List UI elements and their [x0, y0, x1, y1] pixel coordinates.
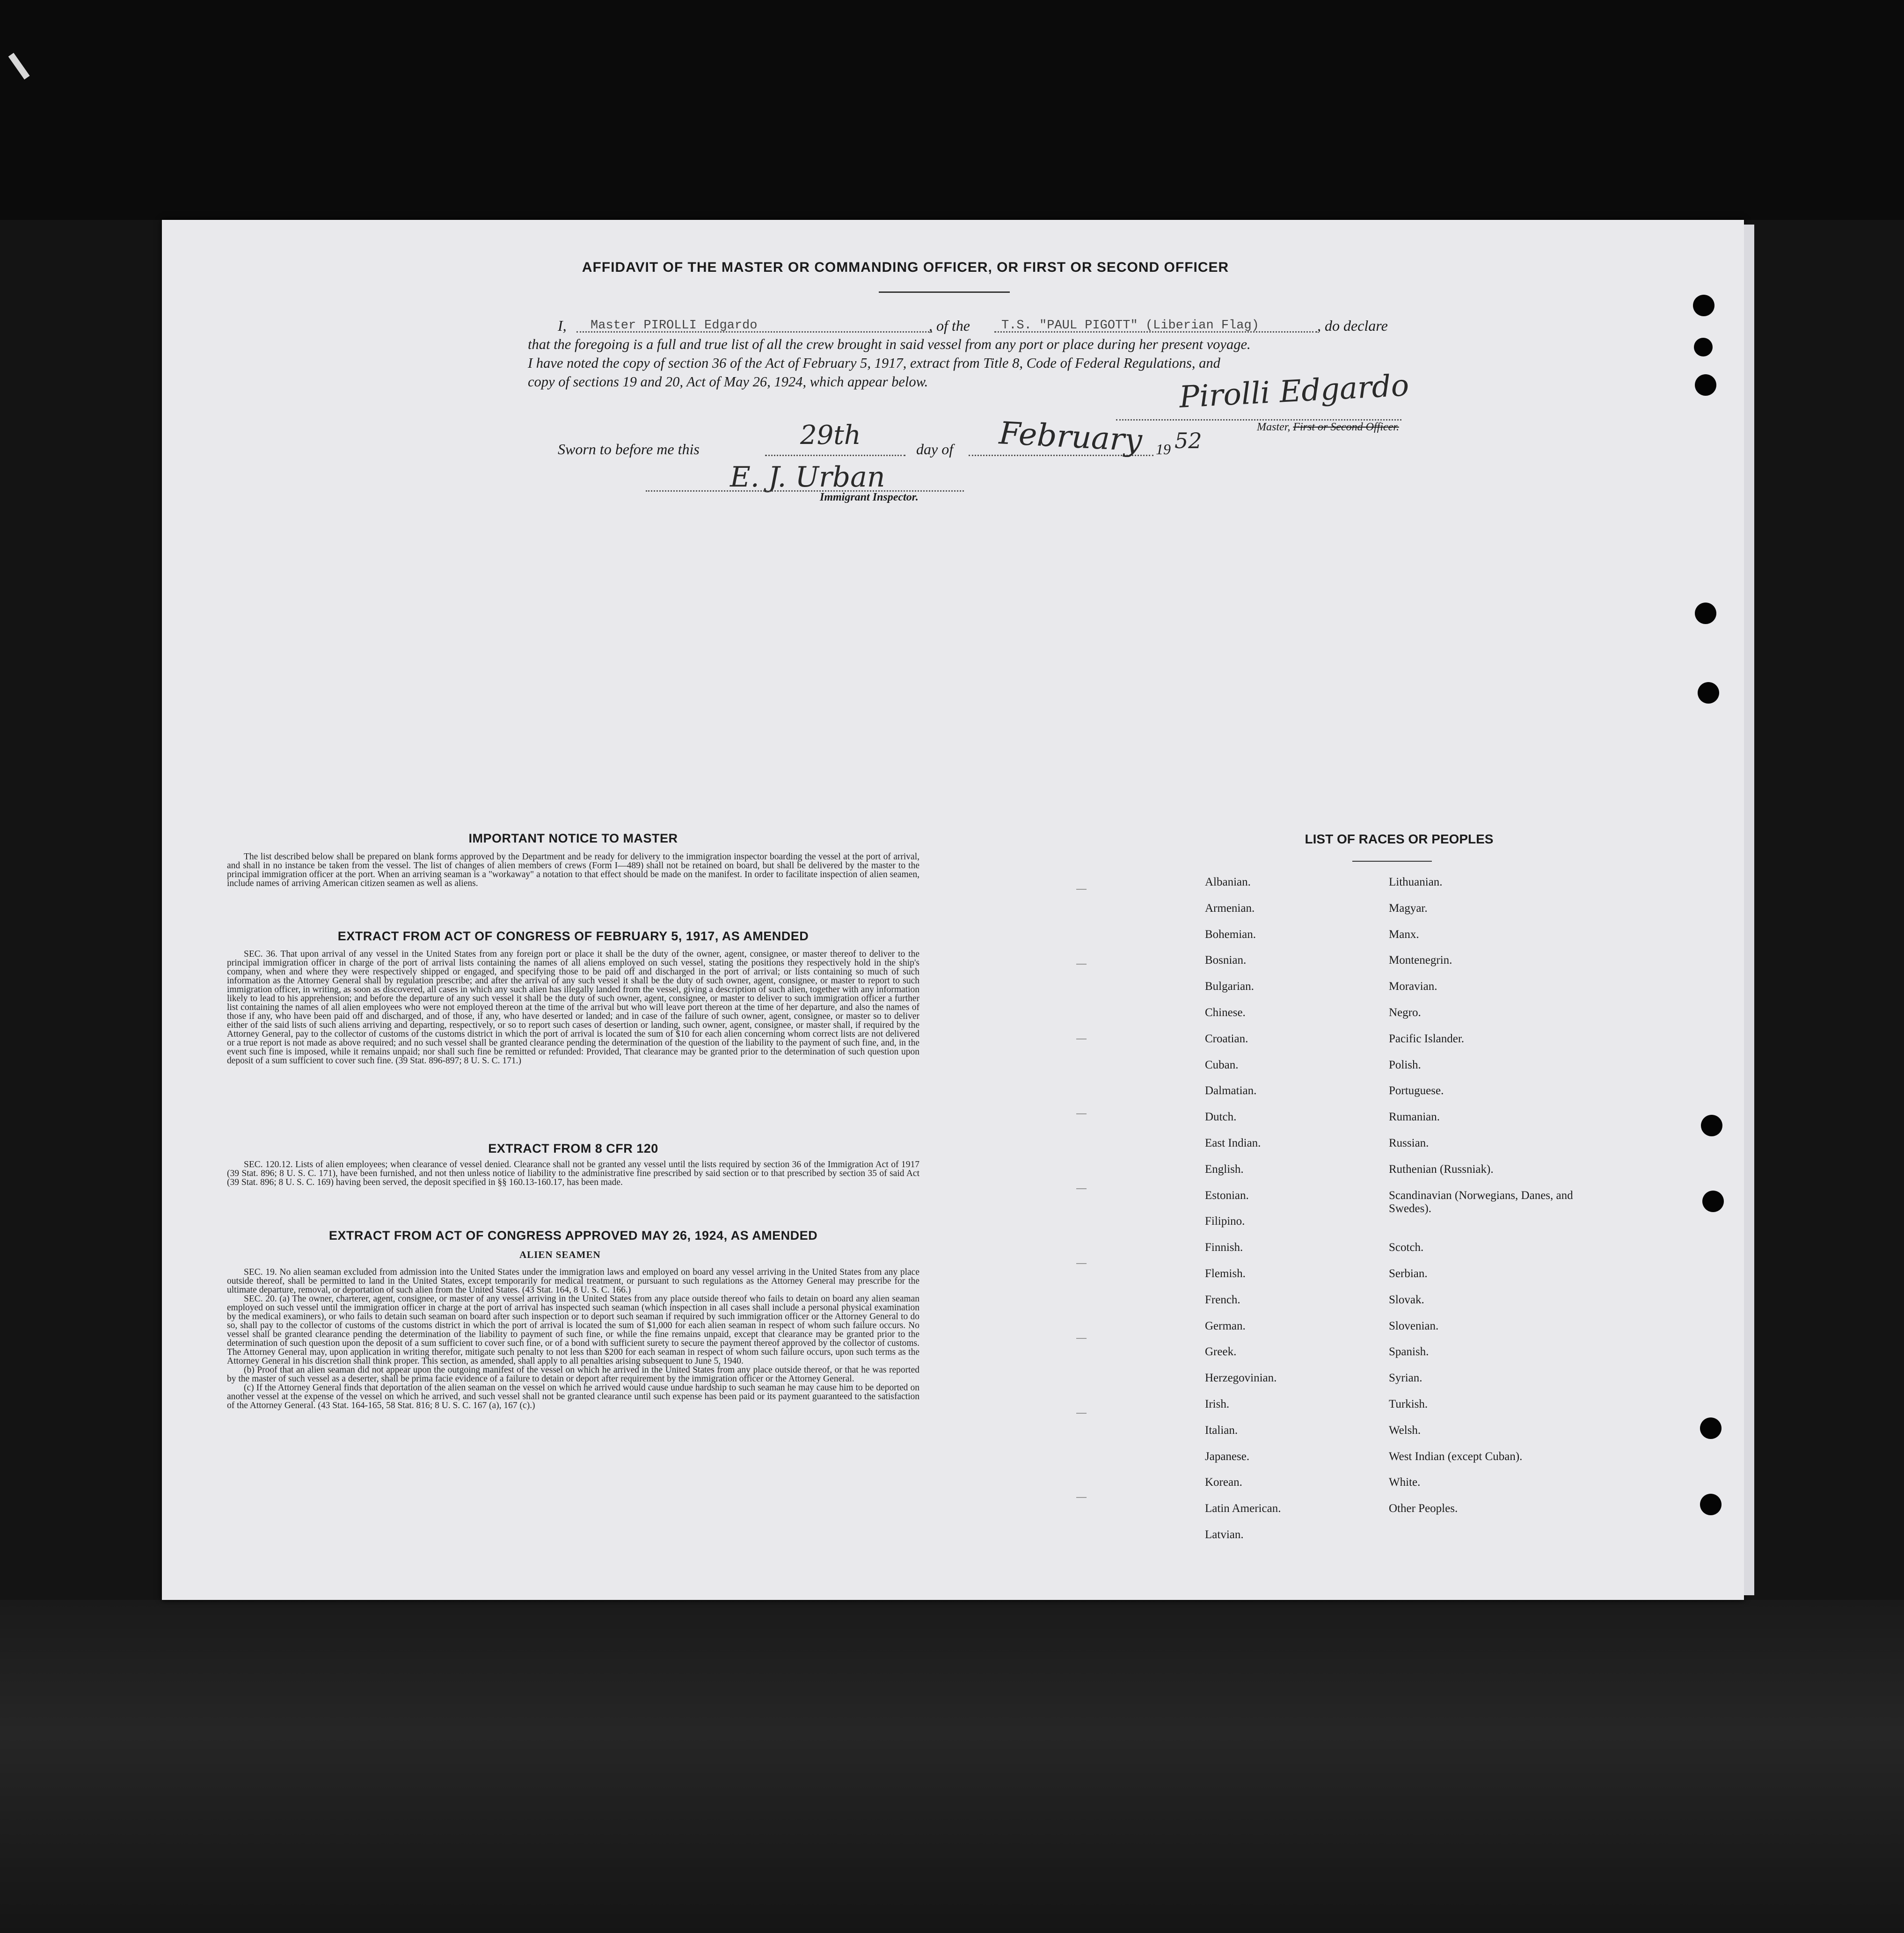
- tick-mark: [1076, 1113, 1087, 1114]
- tick-mark: [1076, 964, 1087, 965]
- race-item: Latin American.: [1205, 1502, 1281, 1515]
- races-title-underline: [1352, 861, 1432, 862]
- race-item: English.: [1205, 1163, 1244, 1176]
- extract-cfr-text: [227, 1160, 919, 1187]
- tick-mark: [1076, 1188, 1087, 1189]
- tick-mark: [1076, 1338, 1087, 1339]
- race-item: Magyar.: [1389, 901, 1428, 915]
- race-item: Italian.: [1205, 1424, 1238, 1437]
- section-20a-paragraph: SEC. 20. (a) The owner, charterer, agent, consignee, or master of any vessel arriving in the United States from any place outside thereof who fails to detain on board any alien seaman employed on such vessel until the immigration officer in charge at the port of arrival has inspected such seaman (which inspection in all cases shall include a personal physical examination by the medical examiners), or who fails to detain such seaman on board after such inspection or to deport such seaman if required by such immigration officer or the Attorney General to do so, shall pay to the collector of customs of the customs district in which the port of arrival is located the sum of $1,000 for each alien seaman in respect of whom such failure occurs. No vessel shall be granted clearance pending the determination of the liability to payment of such fine, or while the fine remains unpaid, except that clearance may be granted prior to the determination of such question upon the deposit of a sum sufficient to cover such fine, or of a bond with sufficient surety to secure the payment thereof approved by the collector of customs. The Attorney General may, upon application in writing therefor, mitigate such penalty to not less than $200 for each seaman in respect of whom such failure occurs, upon such terms as the Attorney General in his discretion shall think proper. This section, as amended, shall apply to all penalties arising subsequent to June 5, 1940.: [227, 1294, 919, 1366]
- race-item: Russian.: [1389, 1137, 1429, 1149]
- inspector-caption: Immigrant Inspector.: [820, 491, 919, 503]
- punch-hole: [1700, 1417, 1722, 1439]
- punch-hole: [1694, 338, 1713, 356]
- scan-background-top: [0, 0, 1904, 220]
- section-20b-paragraph: (b) Proof that an alien seaman did not appear upon the outgoing manifest of the vessel on which he arrived in the United States from any place outside thereof, or that he was reported by the master of such vessel as a deserter, shall be prima facie evidence of a failure to detain or deport after requirement by the immigration officer or the Attorney General.: [227, 1365, 919, 1384]
- affidavit-i-label: I,: [558, 317, 567, 334]
- master-name: Master PIROLLI Edgardo: [591, 319, 758, 333]
- race-item: Rumanian.: [1389, 1111, 1440, 1124]
- race-item: Slovenian.: [1389, 1319, 1439, 1332]
- section-19-paragraph: SEC. 19. No alien seaman excluded from admission into the United States under the immigration laws and employed on board any vessel arriving in the United States from any place outside thereof, shall be permitted to land in the United States, except temporarily for medical treatment, or pursuant to such regulations as the Attorney General may prescribe for the ultimate departure, removal, or deportation of such alien from the United States. (43 Stat. 164, 8 U. S. C. 166.): [227, 1267, 919, 1295]
- race-item: Dutch.: [1205, 1111, 1237, 1124]
- race-item: Irish.: [1205, 1398, 1230, 1410]
- race-item: Serbian.: [1389, 1267, 1428, 1280]
- race-item: Spanish.: [1389, 1345, 1429, 1359]
- race-item: Manx.: [1389, 928, 1419, 941]
- punch-hole: [1698, 682, 1719, 704]
- year-suffix: 52: [1174, 428, 1202, 453]
- of-the-label: , of the: [929, 317, 970, 334]
- section-36-paragraph: SEC. 36. That upon arrival of any vessel in the United States from any foreign port or place it shall be the duty of the owner, agent, consignee, or master thereof to deliver to the principal immigration officer in charge of the port of arrival lists containing the names of all aliens employed on such vessel, stating the positions they respectively hold in the ship's company, when and where they were respectively shipped or engaged, and specifying those to be paid off and discharged in the port of arrival; or lists containing so much of such information as the Attorney General shall by regulation prescribe; and after the arrival of any such vessel it shall be the duty of such owner, agent, consignee, or master to report to such immigration officer, in writing, as soon as discovered, all cases in which any such alien has illegally landed from the vessel, giving a description of such alien, together with any information likely to lead to his apprehension; and before the departure of any such vessel it shall be the duty of such owner, agent, consignee, or master to deliver to such immigration officer a further list containing the names of all alien employees who were not employed thereon at the time of the arrival but who will leave port thereon at the time of her departure, and also the names of those if any, who have been paid off and discharged, and of those, if any, who have deserted or landed; and in case of the failure of such owner, agent, consignee, or master so to deliver either of the said lists of such aliens arriving and departing, respectively, or so to report such cases of desertion or landing, such owner, agent, consignee, or master shall, if required by the Attorney General, pay to the collector of customs of the customs district in which the port of arrival is located the sum of $10 for each alien concerning whom correct lists are not delivered or a true report is not made as above required; and no such vessel shall be granted clearance pending the determination of the question of the liability to the payment of such fine, and, in the event such fine is imposed, while it remains unpaid; nor shall such fine be remitted or refunded: Provided, That clearance may be granted prior to the determination of such question upon deposit of a sum sufficient to cover such fine. (39 Stat. 896-897; 8 U. S. C. 171.): [227, 949, 919, 1066]
- punch-hole: [1695, 374, 1716, 396]
- race-item: Portuguese.: [1389, 1084, 1444, 1097]
- race-item: East Indian.: [1205, 1137, 1261, 1149]
- affidavit-line-3: I have noted the copy of section 36 of the Act of February 5, 1917, extract from Title 8, Code of Federal Regulations, and: [528, 355, 1220, 371]
- race-item: French.: [1205, 1293, 1240, 1306]
- master-caption-struck: First or Second Officer.: [1293, 421, 1399, 433]
- race-item: Cuban.: [1205, 1058, 1239, 1071]
- race-item: Welsh.: [1389, 1424, 1421, 1437]
- notice-paragraph: The list described below shall be prepared on blank forms approved by the Department and be ready for delivery to the immigration inspector boarding the vessel at the port of arrival, and shall in no instance be taken from the vessel. The list of changes of alien members of crews (Form I—489) shall not be retained on board, but shall be delivered by the master to the principal immigration officer at the port. When an arriving seaman is a "workaway" a notation to that effect should be made on the manifest. In order to facilitate inspection of alien seamen, include names of arriving American citizen seamen as well as aliens.: [227, 852, 919, 888]
- affidavit-title: AFFIDAVIT OF THE MASTER OR COMMANDING OFFICER, OR FIRST OR SECOND OFFICER: [582, 260, 1229, 275]
- race-item: German.: [1205, 1319, 1246, 1332]
- vessel-name: T.S. "PAUL PIGOTT" (Liberian Flag): [1001, 319, 1259, 333]
- race-item: West Indian (except Cuban).: [1389, 1450, 1523, 1463]
- race-item: Japanese.: [1205, 1450, 1250, 1463]
- race-item: Greek.: [1205, 1345, 1237, 1359]
- race-item: Negro.: [1389, 1006, 1421, 1019]
- race-item: Slovak.: [1389, 1293, 1424, 1306]
- tick-mark: [1076, 1413, 1087, 1414]
- race-item: Bulgarian.: [1205, 980, 1254, 993]
- extract-1917-text: [227, 950, 919, 1065]
- year-prefix: 19: [1156, 441, 1171, 458]
- punch-hole: [1700, 1494, 1722, 1515]
- race-item: Armenian.: [1205, 901, 1255, 915]
- extract-1924-text: [227, 1268, 919, 1410]
- race-item: Chinese.: [1205, 1006, 1246, 1019]
- race-item: Albanian.: [1205, 876, 1251, 888]
- race-item: Bosnian.: [1205, 954, 1247, 967]
- alien-seamen-heading: ALIEN SEAMEN: [519, 1249, 601, 1260]
- punch-hole: [1695, 603, 1716, 624]
- master-signature-line: [1116, 419, 1401, 421]
- master-caption-prefix: Master,: [1257, 421, 1291, 433]
- do-declare-label: , do declare: [1317, 317, 1388, 334]
- race-item: Syrian.: [1389, 1372, 1423, 1385]
- race-item: Dalmatian.: [1205, 1084, 1257, 1097]
- punch-hole: [1693, 295, 1714, 316]
- notice-title: IMPORTANT NOTICE TO MASTER: [468, 831, 678, 845]
- extract-1917-title: EXTRACT FROM ACT OF CONGRESS OF FEBRUARY 5, 1917, AS AMENDED: [337, 929, 809, 943]
- section-120-12-paragraph: SEC. 120.12. Lists of alien employees; when clearance of vessel denied. Clearance shall not be granted any vessel until the lists required by section 36 of the Immigration Act of 1917 (39 Stat. 896; 8 U. S. C. 171), have been furnished, and not then unless notice of liability to the administrative fine prescribed by said section or to that prescribed by section 35 of said Act (39 Stat. 896; 8 U. S. C. 169) having been served, the deposit specified in §§ 160.13-160.17, has been made.: [227, 1160, 919, 1187]
- sworn-label: Sworn to before me this: [558, 441, 700, 458]
- race-item: Scotch.: [1389, 1241, 1424, 1254]
- race-item: Pacific Islander.: [1389, 1032, 1465, 1045]
- race-item: White.: [1389, 1476, 1421, 1489]
- notice-text: [227, 852, 919, 888]
- title-underline: [879, 291, 1010, 293]
- section-20c-paragraph: (c) If the Attorney General finds that deportation of the alien seaman on the vessel on which he arrived would cause undue hardship to such seaman he may cause him to be deported on another vessel at the expense of the vessel on which he arrived, and such vessel shall not be granted clearance until such expense has been paid or its payment guaranteed to the satisfaction of the Attorney General. (43 Stat. 164-165, 58 Stat. 816; 8 U. S. C. 167 (a), 167 (c).): [227, 1383, 919, 1410]
- race-item: Latvian.: [1205, 1528, 1244, 1541]
- sworn-month: February: [998, 415, 1143, 458]
- race-item: Estonian.: [1205, 1189, 1249, 1202]
- race-item: Flemish.: [1205, 1267, 1246, 1280]
- race-item: Polish.: [1389, 1058, 1421, 1071]
- sworn-day-line: [765, 455, 905, 456]
- races-title: LIST OF RACES OR PEOPLES: [1305, 832, 1494, 846]
- race-item: Ruthenian (Russniak).: [1389, 1163, 1494, 1176]
- race-item: Filipino.: [1205, 1215, 1245, 1228]
- affidavit-line-4: copy of sections 19 and 20, Act of May 26, 1924, which appear below.: [528, 374, 928, 390]
- race-item: Moravian.: [1389, 980, 1437, 993]
- day-of-label: day of: [916, 441, 954, 458]
- master-signature: Pirolli Edgardo: [1178, 368, 1410, 415]
- race-item: Croatian.: [1205, 1032, 1248, 1045]
- page-edge: [1744, 225, 1754, 1595]
- inspector-signature: E. J. Urban: [730, 461, 885, 494]
- race-item: Herzegovinian.: [1205, 1372, 1277, 1385]
- extract-1924-title: EXTRACT FROM ACT OF CONGRESS APPROVED MAY 26, 1924, AS AMENDED: [328, 1228, 818, 1243]
- race-item: Bohemian.: [1205, 928, 1256, 941]
- tick-mark: [1076, 1497, 1087, 1498]
- race-item: Lithuanian.: [1389, 876, 1443, 888]
- tick-mark: [1076, 1263, 1087, 1264]
- tick-mark: [1076, 889, 1087, 890]
- race-item: Scandinavian (Norwegians, Danes, and Swedes).: [1389, 1189, 1573, 1215]
- punch-hole: [1701, 1115, 1722, 1136]
- race-item: Turkish.: [1389, 1398, 1428, 1410]
- affidavit-line-2: that the foregoing is a full and true list of all the crew brought in said vessel from any port or place during her present voyage.: [528, 336, 1251, 352]
- race-item: Montenegrin.: [1389, 954, 1452, 967]
- race-item: Other Peoples.: [1389, 1502, 1458, 1515]
- master-caption: [1257, 421, 1399, 434]
- scan-background-bottom: [0, 1600, 1904, 1933]
- race-item: Korean.: [1205, 1476, 1242, 1489]
- race-item: Finnish.: [1205, 1241, 1243, 1254]
- extract-cfr-title: EXTRACT FROM 8 CFR 120: [488, 1141, 658, 1155]
- punch-hole: [1702, 1191, 1724, 1212]
- sworn-day: 29th: [800, 420, 861, 451]
